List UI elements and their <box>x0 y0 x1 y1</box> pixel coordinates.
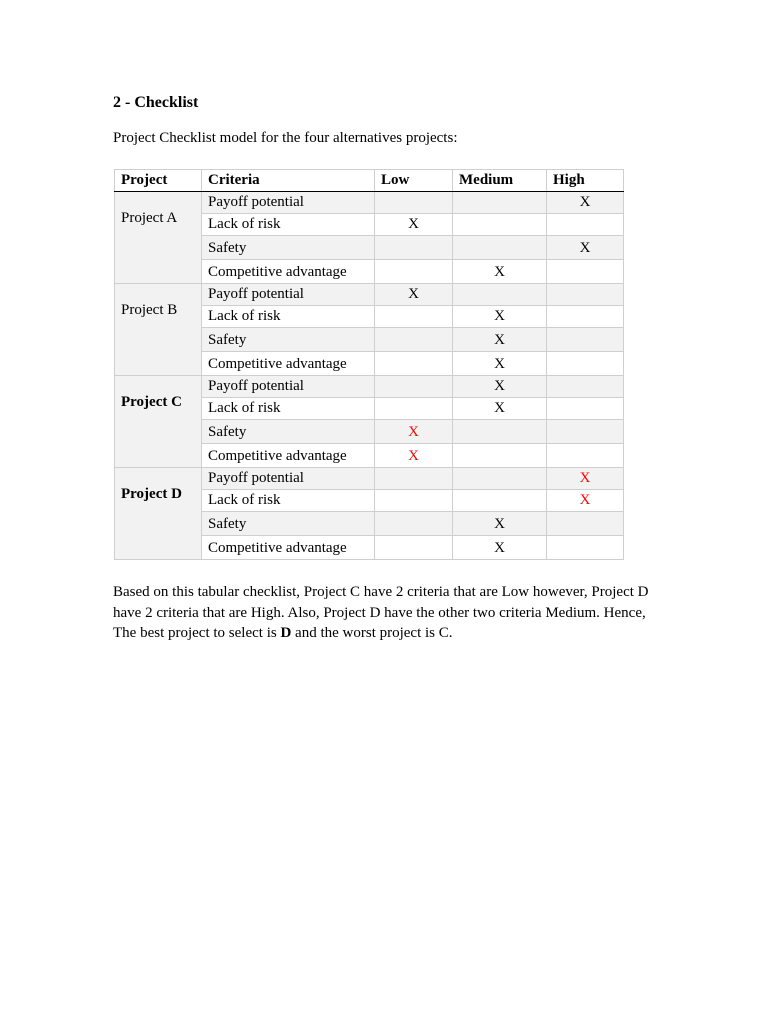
low-mark-cell <box>375 328 453 352</box>
high-mark-cell <box>547 536 624 560</box>
low-mark-cell <box>375 236 453 260</box>
header-medium: Medium <box>453 170 547 192</box>
criteria-cell: Payoff potential <box>202 284 375 306</box>
criteria-cell: Competitive advantage <box>202 260 375 284</box>
low-mark-cell: X <box>375 284 453 306</box>
medium-mark-cell <box>453 468 547 490</box>
low-mark-cell <box>375 260 453 284</box>
header-criteria: Criteria <box>202 170 375 192</box>
criteria-cell: Competitive advantage <box>202 444 375 468</box>
table-row <box>115 376 624 398</box>
high-mark-cell <box>547 214 624 236</box>
criteria-cell: Payoff potential <box>202 192 375 214</box>
project-name-cell: Project B <box>115 284 202 376</box>
high-mark-cell: X <box>547 490 624 512</box>
conclusion-text-2: and the worst project is C. <box>291 625 453 642</box>
conclusion-best-project: D <box>280 625 292 642</box>
high-mark-cell: X <box>547 468 624 490</box>
low-mark-cell <box>375 512 453 536</box>
medium-mark-cell <box>453 214 547 236</box>
medium-mark-cell: X <box>453 306 547 328</box>
high-mark-cell: X <box>547 236 624 260</box>
medium-mark-cell: X <box>453 328 547 352</box>
high-mark-cell <box>547 512 624 536</box>
criteria-cell: Payoff potential <box>202 376 375 398</box>
table-row <box>115 192 624 214</box>
high-mark-cell <box>547 444 624 468</box>
medium-mark-cell <box>453 490 547 512</box>
header-project: Project <box>115 170 202 192</box>
criteria-cell: Safety <box>202 236 375 260</box>
low-mark-cell <box>375 468 453 490</box>
high-mark-cell <box>547 328 624 352</box>
criteria-cell: Lack of risk <box>202 398 375 420</box>
criteria-cell: Safety <box>202 420 375 444</box>
low-mark-cell: X <box>375 444 453 468</box>
intro-text: Project Checklist model for the four alternatives projects: <box>113 130 458 146</box>
criteria-cell: Lack of risk <box>202 214 375 236</box>
criteria-cell: Competitive advantage <box>202 352 375 376</box>
table-header-row <box>115 170 624 192</box>
table-row <box>115 284 624 306</box>
conclusion-paragraph <box>113 582 661 644</box>
medium-mark-cell <box>453 192 547 214</box>
conclusion-text-1: Based on this tabular checklist, Project C have 2 criteria that are Low however, Project D have 2 criteria that are High. Also, Project D have the other two criteria Medium. Hence, The best project to select is <box>113 584 649 642</box>
high-mark-cell: X <box>547 192 624 214</box>
high-mark-cell <box>547 284 624 306</box>
medium-mark-cell <box>453 236 547 260</box>
medium-mark-cell: X <box>453 398 547 420</box>
project-name-cell: Project D <box>115 468 202 560</box>
criteria-cell: Payoff potential <box>202 468 375 490</box>
table-row <box>115 468 624 490</box>
low-mark-cell <box>375 352 453 376</box>
section-heading: 2 - Checklist <box>113 94 199 111</box>
low-mark-cell <box>375 376 453 398</box>
criteria-cell: Safety <box>202 512 375 536</box>
high-mark-cell <box>547 260 624 284</box>
medium-mark-cell <box>453 444 547 468</box>
high-mark-cell <box>547 376 624 398</box>
high-mark-cell <box>547 306 624 328</box>
criteria-cell: Lack of risk <box>202 490 375 512</box>
low-mark-cell: X <box>375 420 453 444</box>
low-mark-cell <box>375 306 453 328</box>
low-mark-cell <box>375 398 453 420</box>
medium-mark-cell: X <box>453 352 547 376</box>
medium-mark-cell <box>453 284 547 306</box>
low-mark-cell <box>375 536 453 560</box>
high-mark-cell <box>547 398 624 420</box>
criteria-cell: Safety <box>202 328 375 352</box>
medium-mark-cell <box>453 420 547 444</box>
criteria-cell: Competitive advantage <box>202 536 375 560</box>
medium-mark-cell: X <box>453 512 547 536</box>
project-name-cell: Project A <box>115 192 202 284</box>
criteria-cell: Lack of risk <box>202 306 375 328</box>
medium-mark-cell: X <box>453 536 547 560</box>
header-low: Low <box>375 170 453 192</box>
project-name-cell: Project C <box>115 376 202 468</box>
medium-mark-cell: X <box>453 376 547 398</box>
header-high: High <box>547 170 624 192</box>
checklist-body <box>115 192 624 560</box>
low-mark-cell: X <box>375 214 453 236</box>
medium-mark-cell: X <box>453 260 547 284</box>
low-mark-cell <box>375 490 453 512</box>
high-mark-cell <box>547 420 624 444</box>
high-mark-cell <box>547 352 624 376</box>
low-mark-cell <box>375 192 453 214</box>
checklist-table <box>114 169 624 560</box>
